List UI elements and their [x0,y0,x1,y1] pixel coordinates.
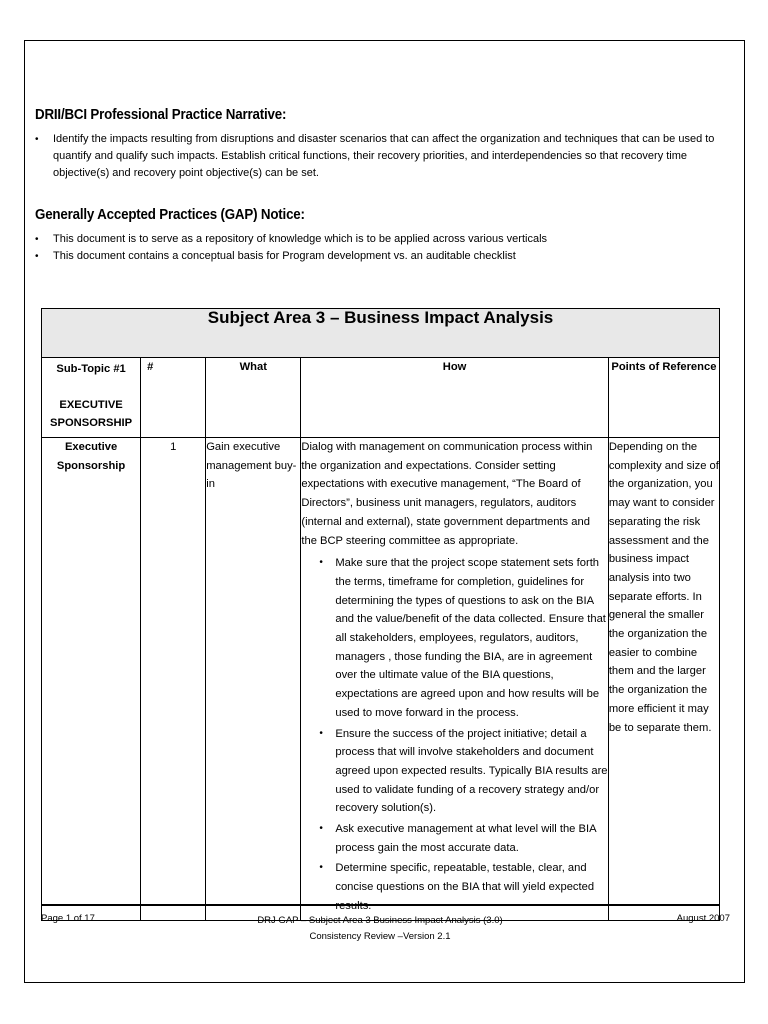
bullet-icon: • [35,234,39,245]
list-item [35,248,725,265]
bullet-icon: • [319,557,323,569]
how-cell [301,438,608,921]
subject-area-table [41,308,720,921]
list-item [301,554,607,722]
how-header: How [301,358,608,438]
footer-center [215,913,545,945]
document-page [24,40,745,983]
how-bullet-text: Ask executive management at what level will the BIA process gain the most accurate data. [335,823,596,854]
bullet-icon: • [319,862,323,874]
gap-bullet-text: This document contains a conceptual basis for Program development vs. an auditable checklist [53,250,516,262]
reference-header: Points of Reference [608,358,719,438]
narrative-bullet-list [35,131,725,182]
list-item [301,820,607,857]
gap-notice-bullet-list [35,231,725,265]
table-title: Subject Area 3 – Business Impact Analysis [42,309,720,358]
subtopic-header-line2: EXECUTIVE SPONSORSHIP [50,399,133,429]
list-item [35,231,725,248]
subtopic-header [42,358,141,438]
gap-bullet-text: This document is to serve as a repository of knowledge which is to be applied across various verticals [53,233,548,245]
page-number: Page 1 of 17 [41,913,95,924]
footer-doc-title: DRJ GAP – Subject Area 3 Business Impact Analysis (3.0) [257,915,503,926]
table-title-row [42,309,720,358]
narrative-heading: DRII/BCI Professional Practice Narrative: [35,107,287,123]
subtopic-cell: Executive Sponsorship [42,438,141,921]
bullet-icon: • [35,251,39,262]
bullet-icon: • [319,727,323,739]
number-cell: 1 [141,438,206,921]
how-bullet-list [301,554,607,915]
number-header: # [141,358,206,438]
what-cell: Gain executive management buy-in [206,438,301,921]
how-bullet-text: Determine specific, repeatable, testable, clear, and concise questions on the BIA that will yield expected [335,862,595,894]
bullet-icon: • [319,823,323,835]
how-intro: Dialog with management on communication process within the organization and expectations. Consider setting expectations with executive management, “The Board of Directors”, business unit managers, regulators, auditors (internal and external), state government departments and the BCP steering committee as appropriate. [301,441,593,547]
subtopic-header-line1: Sub-Topic #1 [56,363,126,375]
table-row [42,438,720,921]
list-item [35,131,725,182]
how-bullet-text: Make sure that the project scope statement sets forth the terms, timeframe for completion, guidelines for determining the types of questions to ask on the BIA and the value/benefit of the data collected. Ensure that all stakeholders, employees, regulators, auditors, managers , those funding the BIA, are in agreement over the ultimate value of the BIA questions, expectations are agreed upon and how results will be used to move forward in the process. [335,557,606,719]
footer-divider [41,904,720,906]
how-bullet-text: Ensure the success of the project initiative; detail a process that will involve stakeholders and document agreed upon expected results. Typically BIA results are used to validate funding of a recovery strategy and/or recovery solution(s). [335,727,608,815]
list-item [301,859,607,915]
footer-version: Consistency Review –Version 2.1 [309,931,451,942]
bullet-icon: • [35,134,39,145]
narrative-bullet-text: Identify the impacts resulting from disruptions and disaster scenarios that can affect the organization and techniques that can be used to quantify and qualify such impacts. Establish critical functions, their recovery priorities, and interdependencies so that recovery time objective(s) and recovery point objective(s) can be set. [53,133,715,179]
table-header-row [42,358,720,438]
reference-cell: Depending on the complexity and size of the organization, you may want to consider separating the risk assessment and the business impact analysis into two separate efforts. In general the smaller the organization the easier to combine them and the larger the organization the more efficient it may be to separate them. [608,438,719,921]
what-header: What [206,358,301,438]
footer-date: August 2007 [676,913,730,924]
list-item [301,725,607,819]
gap-notice-heading: Generally Accepted Practices (GAP) Notice: [35,207,305,223]
